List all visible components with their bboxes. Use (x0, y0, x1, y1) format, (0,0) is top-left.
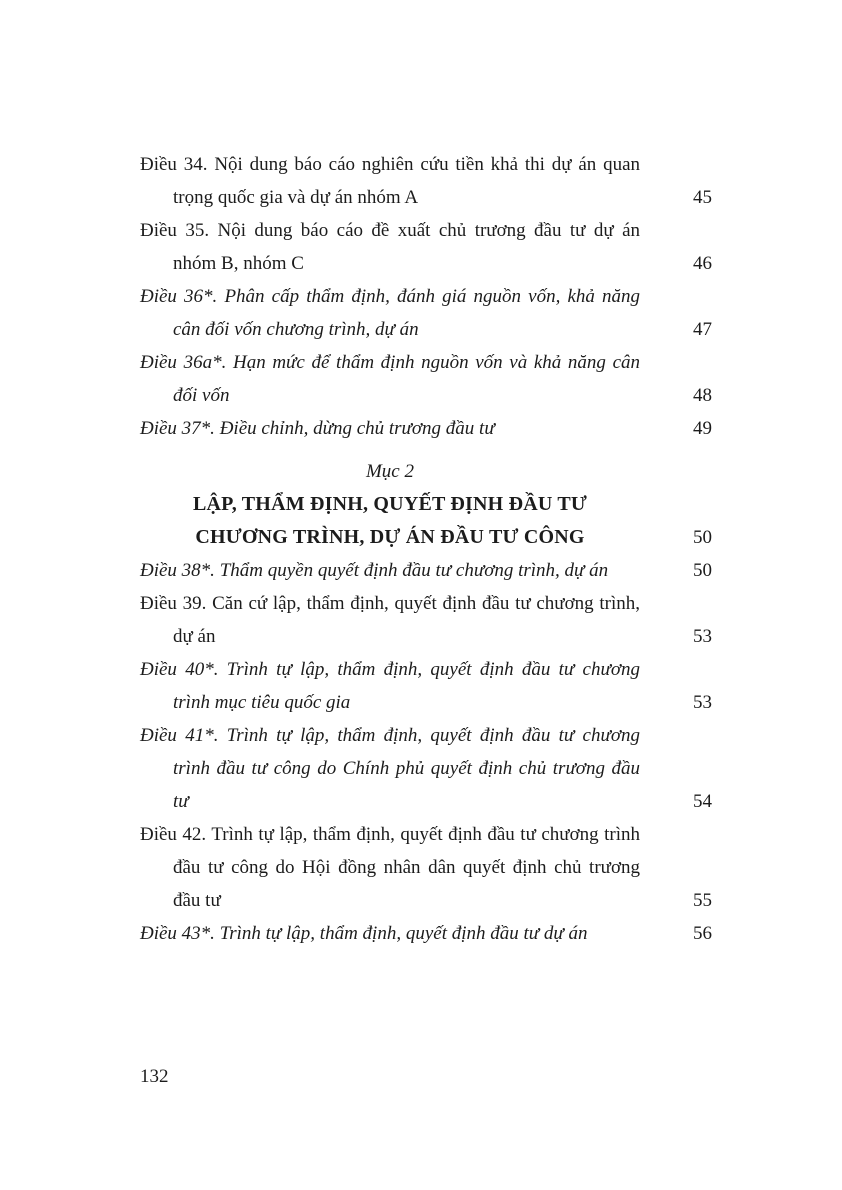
entry-page-number: 55 (693, 890, 712, 911)
entry-label: Điều 36*. (140, 286, 218, 307)
entry-page-number: 47 (693, 319, 712, 340)
entry-title: Trình tự lập, thẩm định, quyết định đầu tư chương trình đầu tư công do Hội đồng nhân dân quyết định chủ trương đầu tư (173, 824, 641, 911)
entry-text (140, 148, 666, 214)
toc-entry (140, 587, 712, 653)
entry-page-number: 49 (693, 418, 712, 439)
entry-page-number: 56 (693, 923, 712, 944)
toc-entry (140, 818, 712, 917)
entry-page-number: 53 (693, 692, 712, 713)
toc-entry (140, 346, 712, 412)
section-title-line: CHƯƠNG TRÌNH, DỰ ÁN ĐẦU TƯ CÔNG (195, 526, 585, 548)
entry-title: Nội dung báo cáo nghiên cứu tiền khả thi dự án quan trọng quốc gia và dự án nhóm A (173, 154, 641, 208)
entry-text (140, 587, 666, 653)
entry-text (140, 917, 666, 950)
entry-title: Phân cấp thẩm định, đánh giá nguồn vốn, khả năng cân đối vốn chương trình, dự án (173, 286, 640, 340)
entry-title: Trình tự lập, thẩm định, quyết định đầu tư dự án (219, 923, 588, 944)
entry-page-number: 54 (693, 791, 712, 812)
entry-label: Điều 39. (140, 593, 207, 614)
entry-title: Thẩm quyền quyết định đầu tư chương trình, dự án (219, 560, 609, 581)
toc-entry (140, 653, 712, 719)
entry-page-number: 50 (693, 560, 712, 581)
entry-label: Điều 43*. (140, 923, 215, 944)
entry-title: Trình tự lập, thẩm định, quyết định đầu tư chương trình mục tiêu quốc gia (173, 659, 640, 713)
entry-text (140, 818, 666, 917)
entry-text (140, 346, 666, 412)
toc-entry (140, 148, 712, 214)
entry-text (140, 214, 666, 280)
entry-text (140, 653, 666, 719)
entry-text (140, 412, 666, 445)
toc-entry (140, 280, 712, 346)
entry-label: Điều 40*. (140, 659, 219, 680)
entry-title: Trình tự lập, thẩm định, quyết định đầu tư chương trình đầu tư công do Chính phủ quyết định chủ trương đầu tư (173, 725, 640, 812)
toc-entry (140, 917, 712, 950)
entry-label: Điều 36a*. (140, 352, 227, 373)
entry-label: Điều 34. (140, 154, 208, 175)
section-title (140, 488, 666, 554)
toc-entry (140, 214, 712, 280)
page-number: 132 (140, 1066, 169, 1087)
entry-page-number: 45 (693, 187, 712, 208)
entry-label: Điều 37*. (140, 418, 215, 439)
entry-text (140, 719, 666, 818)
entry-title: Căn cứ lập, thẩm định, quyết định đầu tư chương trình, dự án (173, 593, 641, 647)
entry-title: Nội dung báo cáo đề xuất chủ trương đầu tư dự án nhóm B, nhóm C (173, 220, 640, 274)
entry-text (140, 280, 666, 346)
toc-entry (140, 412, 712, 445)
entry-page-number: 53 (693, 626, 712, 647)
section-title-line: LẬP, THẨM ĐỊNH, QUYẾT ĐỊNH ĐẦU TƯ (192, 493, 588, 515)
entry-title: Hạn mức để thẩm định nguồn vốn và khả năng cân đối vốn (173, 352, 641, 406)
entry-text (140, 554, 666, 587)
toc-section (140, 455, 712, 554)
entry-page-number: 46 (693, 253, 712, 274)
toc (140, 148, 712, 950)
section-kicker: Mục 2 (365, 461, 414, 482)
toc-entry (140, 554, 712, 587)
entry-label: Điều 38*. (140, 560, 215, 581)
entry-page-number: 48 (693, 385, 712, 406)
entry-label: Điều 35. (140, 220, 210, 241)
toc-entry (140, 719, 712, 818)
section-title-row (140, 488, 712, 554)
entry-label: Điều 41*. (140, 725, 219, 746)
entry-label: Điều 42. (140, 824, 207, 845)
section-page-number: 50 (693, 527, 712, 548)
entry-title: Điều chỉnh, dừng chủ trương đầu tư (219, 418, 495, 439)
